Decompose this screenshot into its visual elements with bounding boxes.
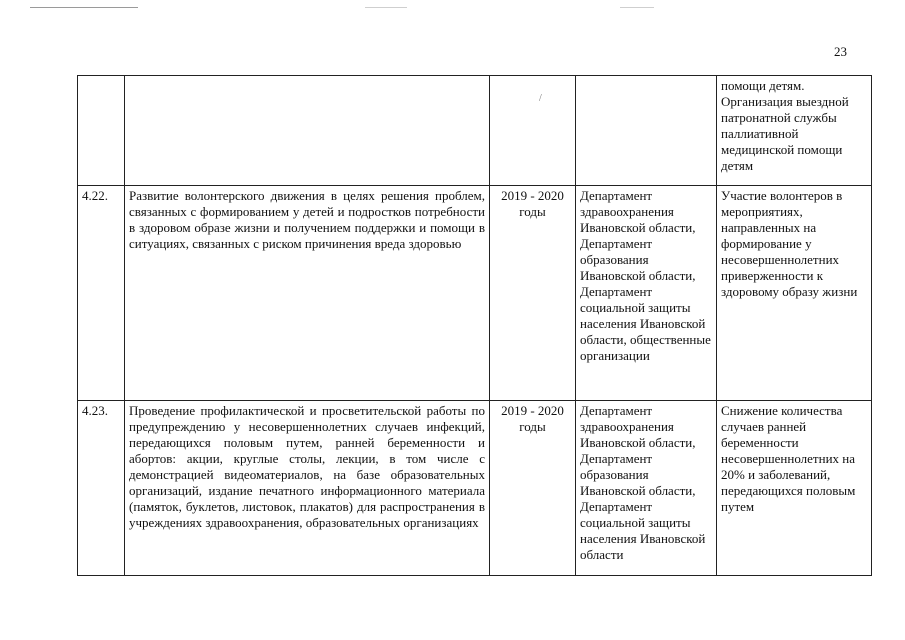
term-cell (490, 401, 576, 576)
term-cell (490, 186, 576, 401)
row-number-cell (78, 186, 125, 401)
stray-pen-mark: / (539, 93, 542, 104)
table-row (78, 186, 872, 401)
description-cell (125, 76, 490, 186)
measures-table (77, 75, 872, 576)
scan-artifact-line (620, 7, 654, 8)
executors-cell (576, 186, 717, 401)
row-number: 4.23. (82, 403, 108, 418)
row-number: 4.22. (82, 188, 108, 203)
measure-executors: Департамент здравоохранения Ивановской области, Департамент образования Ивановской области, Департамент социальной защиты населения Ивановской области, общественные организации (580, 188, 711, 363)
result-cell (717, 186, 872, 401)
result-cell (717, 76, 872, 186)
executors-cell (576, 401, 717, 576)
table-row (78, 76, 872, 186)
row-number-cell (78, 401, 125, 576)
table-row (78, 401, 872, 576)
measure-term: 2019 - 2020 годы (501, 188, 564, 219)
result-cell (717, 401, 872, 576)
term-cell (490, 76, 576, 186)
executors-cell (576, 76, 717, 186)
measure-result: помощи детям. Организация выездной патронатной службы паллиативной медицинской помощи детям (721, 78, 849, 173)
measure-executors: Департамент здравоохранения Ивановской области, Департамент образования Ивановской области, Департамент социальной защиты населения Ивановской области (580, 403, 706, 562)
measure-result: Снижение количества случаев ранней беременности несовершеннолетних на 20% и заболеваний, передающихся половым путем (721, 403, 856, 514)
page-number: 23 (834, 44, 847, 59)
description-cell (125, 401, 490, 576)
measure-description: Развитие волонтерского движения в целях решения проблем, связанных с формированием у детей и подростков потребности в здоровом образе жизни и получением поддержки и помощи в ситуациях, связанных с риском причинения вреда здоровью (129, 188, 485, 251)
scan-artifact-line (365, 7, 407, 8)
description-cell (125, 186, 490, 401)
measure-result: Участие волонтеров в мероприятиях, направленных на формирование у несовершеннолетних приверженности к здоровому образу жизни (721, 188, 858, 299)
measure-description: Проведение профилактической и просветительской работы по предупреждению у несовершеннолетних случаев инфекций, передающихся половым путем, ранней беременности и абортов: акции, круглые столы, лекции, в том числе с демонстрацией видеоматериалов, на базе образовательных организаций, издание печатного информационного материала (памяток, буклетов, листовок, плакатов) для распространения в учреждениях здравоохранения, образовательных организациях (129, 403, 485, 530)
row-number-cell (78, 76, 125, 186)
scan-artifact-line (30, 7, 138, 8)
measure-term: 2019 - 2020 годы (501, 403, 564, 434)
